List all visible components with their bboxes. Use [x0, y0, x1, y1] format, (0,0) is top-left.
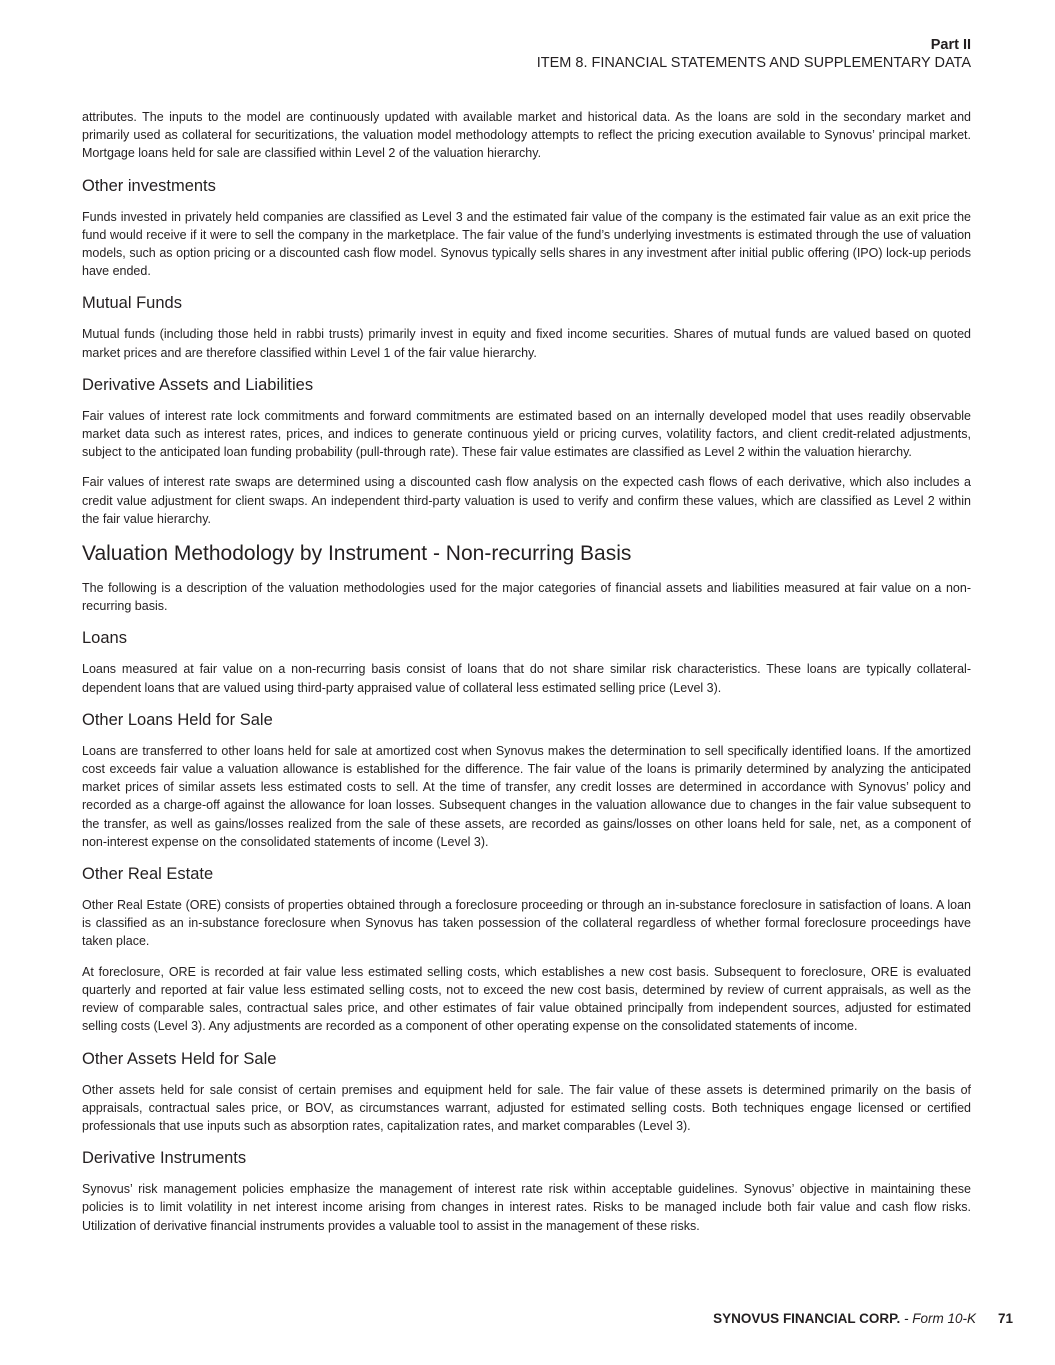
document-body	[82, 108, 971, 1247]
footer-form: - Form 10-K	[900, 1311, 976, 1326]
header-item: ITEM 8. FINANCIAL STATEMENTS AND SUPPLEMENTARY DATA	[536, 55, 971, 71]
header-part: Part II	[930, 37, 971, 53]
paragraph-other-investments: Funds invested in privately held companies are classified as Level 3 and the estimated fair value of the company is the estimated fair value as an exit price the fund would receive if it were to sell the company in the marketplace. The fair value of the fund’s underlying investments is estimated through the use of valuation models, such as option pricing or a discounted cash flow model. Synovus typically sells shares in any investment after initial public offering (IPO) lock-up periods have ended.	[82, 209, 971, 279]
heading-derivative-assets: Derivative Assets and Liabilities	[82, 375, 314, 394]
paragraph-mutual-funds: Mutual funds (including those held in rabbi trusts) primarily invest in equity and fixed income securities. Shares of mutual funds are valued based on quoted market prices and are therefore classified within Level 1 of the fair value hierarchy.	[82, 327, 971, 360]
paragraph-non-recurring: The following is a description of the valuation methodologies used for the major categories of financial assets and liabilities measured at fair value on a non-recurring basis.	[82, 581, 971, 614]
heading-other-real-estate: Other Real Estate	[82, 865, 214, 884]
paragraph-derivative-instruments: Synovus’ risk management policies emphasize the management of interest rate risk within acceptable guidelines. Synovus’ objective in maintaining these policies is to limit volatility in net interest income arising from changes in interest rates. Risks to be managed include both fair value and cash flow risks. Utilization of derivative financial instruments provides a valuable tool to assist in the management of these risks.	[82, 1182, 971, 1233]
paragraph-derivative-assets-1: Fair values of interest rate lock commitments and forward commitments are estimated based on an internally developed model that uses readily observable market data such as interest rates, prices, and indices to generate continuous yield or pricing curves, volatility factors, and client credit-related adjustments, subject to the anticipated loan funding probability (pull-through rate). These fair value estimates are classified as Level 2 within the valuation hierarchy.	[82, 408, 971, 460]
heading-loans: Loans	[82, 629, 127, 648]
page-header	[537, 36, 971, 72]
heading-mutual-funds: Mutual Funds	[82, 294, 182, 313]
paragraph-other-real-estate-1: Other Real Estate (ORE) consists of properties obtained through a foreclosure proceeding or through an in-substance foreclosure in satisfaction of loans. A loan is classified as an in-substance foreclosure when Synovus has taken possession of the collateral regardless of whether formal foreclosure proceedings have taken place.	[82, 898, 971, 949]
paragraph-loans: Loans measured at fair value on a non-recurring basis consist of loans that do not share similar risk characteristics. These loans are typically collateral-dependent loans that are valued using third-party appraised value of collateral less estimated selling price (Level 3).	[82, 662, 971, 695]
heading-non-recurring: Valuation Methodology by Instrument - Non-recurring Basis	[82, 542, 632, 566]
heading-other-loans: Other Loans Held for Sale	[82, 710, 273, 729]
heading-derivative-instruments: Derivative Instruments	[82, 1149, 247, 1168]
paragraph-other-loans: Loans are transferred to other loans held for sale at amortized cost when Synovus makes the determination to sell specifically identified loans. If the amortized cost exceeds fair value a valuation allowance is established for the difference. The fair value of the loans is primarily determined by analyzing the anticipated market prices of similar assets less estimated costs to sell. At the time of transfer, any credit losses are determined in accordance with Synovus’ policy and recorded as a charge-off against the allowance for loan losses. Subsequent changes in the valuation allowance due to changes in the fair value subsequent to the transfer, as well as gains/losses realized from the sale of these assets, are recorded as gains/losses on other loans held for sale, net, as a component of non-interest expense on the consolidated statements of income (Level 3).	[82, 743, 971, 849]
paragraph-other-assets: Other assets held for sale consist of certain premises and equipment held for sale. The fair value of these assets is determined primarily on the basis of appraisals, contractual sales price, or BOV, as circumstances warrant, adjusted for estimated selling costs. Both techniques engage licensed or certified professionals that use inputs such as absorption rates, capitalization rates, and market comparables (Level 3).	[82, 1082, 971, 1133]
heading-other-assets: Other Assets Held for Sale	[82, 1049, 277, 1068]
intro-paragraph: attributes. The inputs to the model are continuously updated with available market and historical data. As the loans are sold in the secondary market and primarily used as collateral for securitizations, the valuation model methodology attempts to reflect the pricing execution available to Synovus’ principal market. Mortgage loans held for sale are classified within Level 2 of the valuation hierarchy.	[82, 110, 971, 161]
paragraph-derivative-assets-2: Fair values of interest rate swaps are determined using a discounted cash flow analysis on the expected cash flows of each derivative, which also includes a credit value adjustment for client swaps. An independent third-party valuation is used to verify and confirm these values, which are classified as Level 2 within the fair value hierarchy.	[82, 475, 971, 526]
page-number: 71	[997, 1311, 1013, 1326]
heading-other-investments: Other investments	[82, 176, 216, 195]
footer-company: SYNOVUS FINANCIAL CORP.	[713, 1311, 901, 1326]
page-footer	[713, 1311, 1013, 1327]
paragraph-other-real-estate-2: At foreclosure, ORE is recorded at fair value less estimated selling costs, which establishes a new cost basis. Subsequent to foreclosure, ORE is evaluated quarterly and reported at fair value less estimated selling costs, not to exceed the new cost basis, determined by review of current appraisals, as well as the review of comparable sales, contractual sales price, and other estimates of fair value obtained principally from independent sources, adjusted for estimated selling costs (Level 3). Any adjustments are recorded as a component of other operating expense on the consolidated statements of income.	[82, 964, 971, 1034]
